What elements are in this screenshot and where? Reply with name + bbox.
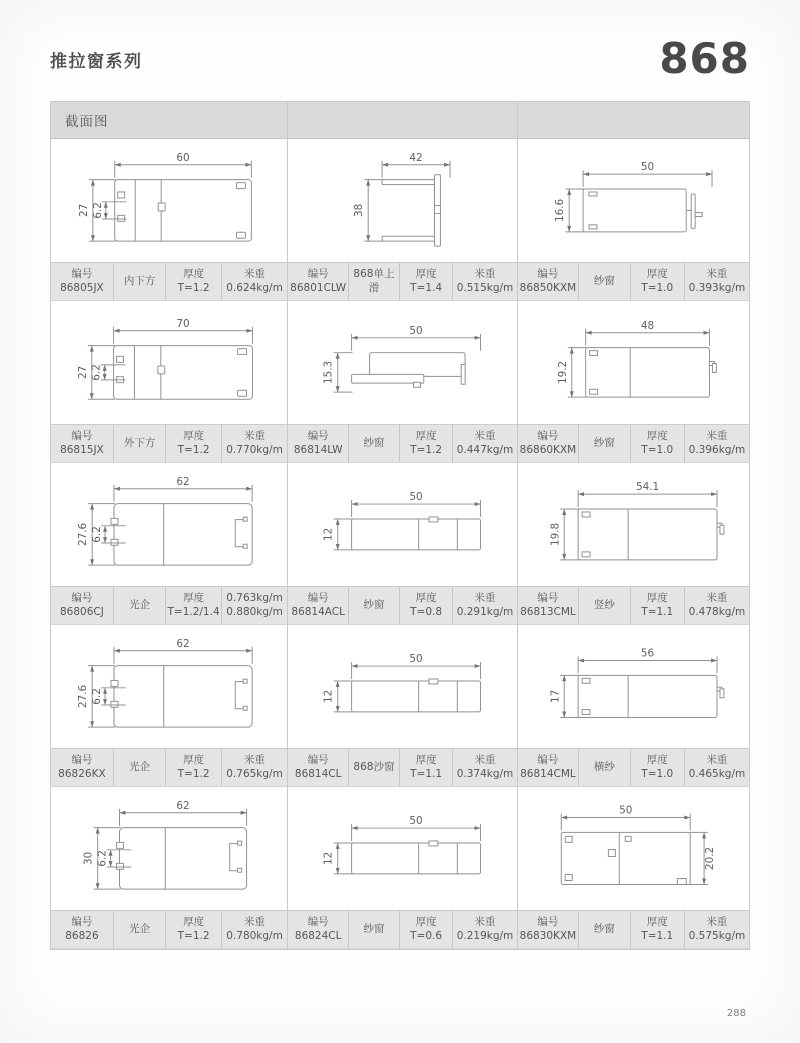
spec-cell-name	[578, 425, 629, 462]
dim-label: 19.8	[548, 522, 561, 547]
spec-text: 光企	[129, 922, 151, 935]
spec-text: 厚度	[646, 267, 668, 280]
spec-text: T=1.1	[410, 767, 443, 780]
spec-text: 编号	[71, 591, 93, 604]
spec-text: 86814LW	[293, 443, 343, 456]
spec-cell-code	[518, 425, 579, 462]
spec-text: 0.575kg/m	[688, 929, 746, 942]
dim-label: 6.2	[96, 850, 109, 867]
profile-svg	[288, 139, 516, 262]
series-number: 868	[659, 34, 750, 83]
profile-svg	[518, 787, 749, 910]
dim-label: 12	[323, 689, 336, 704]
spec-text: T=0.6	[410, 929, 443, 942]
spec-cell-code	[288, 587, 348, 624]
profile-svg	[288, 463, 516, 586]
spec-text: 86814CML	[520, 767, 576, 780]
spec-cell-code	[288, 911, 348, 948]
spec-text: 厚度	[415, 591, 437, 604]
spec-cell-weight	[684, 263, 749, 300]
profile-cell	[287, 139, 516, 301]
profile-cell	[517, 301, 749, 463]
spec-cell-code	[518, 263, 579, 300]
dim-label: 30	[82, 851, 95, 866]
profile-svg	[288, 625, 516, 748]
spec-text: 0.374kg/m	[456, 767, 514, 780]
spec-cell-weight	[221, 587, 288, 624]
spec-text: 86801CLW	[290, 281, 347, 294]
profile-cell	[287, 301, 516, 463]
dim-label: 19.2	[556, 360, 569, 385]
spec-text: 厚度	[183, 915, 205, 928]
profile-cell	[517, 625, 749, 787]
spec-cell-thickness	[165, 425, 220, 462]
spec-text: 编号	[71, 915, 93, 928]
section-header-cell: 截面图	[51, 102, 287, 139]
spec-row	[288, 586, 516, 625]
profile-drawing	[51, 625, 287, 748]
spec-text: 厚度	[415, 915, 437, 928]
spec-text: 米重	[244, 753, 266, 766]
spec-text: 编号	[307, 915, 329, 928]
spec-text: 米重	[244, 267, 266, 280]
profile-drawing	[518, 463, 749, 586]
spec-text: 868沙窗	[353, 760, 395, 773]
spec-text: 厚度	[415, 267, 437, 280]
dim-label: 42	[409, 151, 423, 164]
profile-svg	[288, 787, 516, 910]
spec-text: 米重	[474, 267, 496, 280]
spec-text: 0.447kg/m	[456, 443, 514, 456]
spec-cell-thickness	[399, 263, 453, 300]
spec-text: 编号	[537, 753, 559, 766]
spec-cell-code	[518, 749, 579, 786]
dim-label: 62	[176, 799, 190, 812]
spec-text: 纱窗	[363, 922, 385, 935]
dim-label: 12	[323, 527, 336, 542]
dim-label: 17	[548, 689, 561, 704]
spec-text: 0.291kg/m	[456, 605, 514, 618]
spec-text: 编号	[71, 267, 93, 280]
dim-label: 70	[176, 317, 190, 330]
dim-label: 6.2	[91, 202, 104, 219]
spec-text: T=1.0	[641, 281, 674, 294]
spec-text: 内下方	[123, 274, 156, 287]
spec-text: 厚度	[183, 267, 205, 280]
spec-cell-name	[348, 425, 399, 462]
profile-drawing	[51, 139, 287, 262]
dim-label: 48	[640, 319, 654, 332]
spec-text: 米重	[706, 267, 728, 280]
spec-text: 0.624kg/m	[226, 281, 283, 294]
spec-text: 米重	[244, 915, 266, 928]
dim-label: 27.6	[77, 522, 90, 547]
spec-text: 编号	[307, 267, 329, 280]
spec-cell-name	[348, 911, 399, 948]
spec-text: 0.763kg/m	[226, 591, 283, 604]
spec-cell-weight	[221, 263, 288, 300]
section-header-spacer	[517, 102, 749, 139]
profile-svg	[51, 787, 287, 910]
profile-drawing	[288, 139, 516, 262]
spec-row	[288, 910, 516, 949]
spec-text: 纱窗	[593, 436, 615, 449]
section-header-spacer	[287, 102, 516, 139]
spec-text: 米重	[244, 429, 266, 442]
spec-text: T=1.2	[177, 929, 210, 942]
spec-text: T=1.1	[641, 605, 674, 618]
spec-cell-name	[348, 587, 399, 624]
spec-cell-weight	[452, 587, 516, 624]
spec-text: 厚度	[415, 429, 437, 442]
profile-cell	[287, 625, 516, 787]
spec-cell-code	[518, 587, 579, 624]
spec-row	[51, 910, 287, 949]
profile-svg	[51, 463, 287, 586]
spec-text: 米重	[474, 591, 496, 604]
spec-text: 纱窗	[593, 922, 615, 935]
spec-text: 86813CML	[520, 605, 576, 618]
profile-cell	[517, 463, 749, 625]
spec-text: 868单上滑	[353, 267, 395, 294]
dim-label: 27.6	[77, 684, 90, 709]
spec-cell-thickness	[399, 749, 453, 786]
spec-text: 光企	[129, 760, 151, 773]
spec-cell-code	[288, 263, 348, 300]
spec-cell-code	[51, 911, 113, 948]
profile-svg	[518, 301, 749, 424]
spec-cell-code	[51, 587, 113, 624]
spec-text: 厚度	[646, 429, 668, 442]
spec-cell-thickness	[165, 749, 220, 786]
spec-text: 厚度	[183, 591, 205, 604]
spec-text: 米重	[474, 753, 496, 766]
spec-cell-thickness	[399, 587, 453, 624]
spec-cell-thickness	[630, 911, 684, 948]
spec-text: 米重	[706, 591, 728, 604]
spec-row	[518, 910, 749, 949]
spec-row	[518, 424, 749, 463]
spec-text: 米重	[474, 915, 496, 928]
spec-text: 纱窗	[363, 436, 385, 449]
spec-text: T=1.2	[177, 281, 210, 294]
dim-label: 62	[176, 637, 190, 650]
spec-cell-weight	[684, 425, 749, 462]
dim-label: 56	[640, 647, 654, 660]
spec-row	[51, 424, 287, 463]
dim-label: 27	[76, 365, 89, 380]
profile-cell	[517, 787, 749, 949]
spec-text: 编号	[307, 429, 329, 442]
profile-svg	[518, 463, 749, 586]
spec-text: 厚度	[646, 753, 668, 766]
page-number: 288	[726, 1008, 746, 1019]
spec-cell-thickness	[399, 911, 453, 948]
spec-row	[51, 586, 287, 625]
spec-text: 厚度	[183, 753, 205, 766]
spec-text: 编号	[307, 591, 329, 604]
spec-text: 纱窗	[363, 598, 385, 611]
spec-cell-name	[578, 263, 629, 300]
spec-row	[51, 262, 287, 301]
spec-text: 光企	[129, 598, 151, 611]
spec-row	[518, 586, 749, 625]
spec-cell-weight	[684, 587, 749, 624]
spec-text: 米重	[706, 753, 728, 766]
spec-text: 0.880kg/m	[226, 605, 283, 618]
spec-text: 厚度	[183, 429, 205, 442]
spec-cell-name	[113, 425, 166, 462]
profile-cell	[517, 139, 749, 301]
dim-label: 15.3	[323, 360, 336, 385]
spec-text: 0.478kg/m	[688, 605, 746, 618]
spec-text: 86814ACL	[291, 605, 345, 618]
spec-cell-name	[578, 587, 629, 624]
spec-row	[288, 748, 516, 787]
spec-text: T=1.0	[641, 443, 674, 456]
spec-text: T=1.1	[641, 929, 674, 942]
spec-text: T=1.4	[410, 281, 443, 294]
spec-cell-name	[113, 587, 166, 624]
spec-text: 86815JX	[60, 443, 104, 456]
spec-text: 86826	[65, 929, 99, 942]
spec-text: 编号	[537, 591, 559, 604]
spec-cell-thickness	[165, 911, 220, 948]
spec-text: 0.770kg/m	[226, 443, 283, 456]
spec-cell-name	[578, 749, 629, 786]
spec-cell-thickness	[399, 425, 453, 462]
spec-cell-name	[578, 911, 629, 948]
spec-text: 86814CL	[294, 767, 342, 780]
spec-text: 厚度	[415, 753, 437, 766]
spec-text: 横纱	[593, 760, 615, 773]
spec-cell-weight	[452, 425, 516, 462]
spec-cell-weight	[684, 749, 749, 786]
dim-label: 50	[409, 815, 423, 828]
spec-cell-weight	[221, 911, 288, 948]
spec-cell-name	[113, 749, 166, 786]
dim-label: 50	[409, 653, 423, 666]
spec-text: 0.393kg/m	[688, 281, 746, 294]
spec-text: 外下方	[123, 436, 156, 449]
dim-label: 20.2	[703, 846, 716, 871]
profile-drawing	[288, 301, 516, 424]
profiles-table	[50, 101, 750, 950]
spec-cell-name	[348, 263, 399, 300]
spec-text: T=1.0	[641, 767, 674, 780]
spec-text: 86850KXM	[519, 281, 577, 294]
spec-text: 86806CJ	[60, 605, 104, 618]
profile-drawing	[288, 625, 516, 748]
spec-text: 编号	[537, 429, 559, 442]
spec-text: T=1.2/1.4	[167, 605, 220, 618]
dim-label: 16.6	[553, 198, 566, 223]
dim-label: 50	[409, 491, 423, 504]
profile-cell	[51, 301, 287, 463]
spec-cell-weight	[452, 263, 516, 300]
spec-text: 米重	[706, 915, 728, 928]
dim-label: 12	[323, 851, 336, 866]
profile-cell	[51, 463, 287, 625]
spec-text: 86805JX	[60, 281, 104, 294]
profile-cell	[51, 139, 287, 301]
profile-drawing	[51, 463, 287, 586]
profile-svg	[51, 301, 287, 424]
spec-cell-code	[288, 425, 348, 462]
spec-cell-code	[288, 749, 348, 786]
profile-drawing	[518, 625, 749, 748]
spec-text: T=1.2	[177, 767, 210, 780]
spec-text: T=1.2	[410, 443, 443, 456]
spec-cell-code	[51, 425, 113, 462]
spec-text: T=1.2	[177, 443, 210, 456]
spec-text: 编号	[71, 753, 93, 766]
profile-svg	[51, 139, 287, 262]
spec-cell-weight	[452, 911, 516, 948]
profile-svg	[51, 625, 287, 748]
spec-text: 0.765kg/m	[226, 767, 283, 780]
profile-svg	[288, 301, 516, 424]
spec-cell-thickness	[630, 587, 684, 624]
spec-text: 厚度	[646, 591, 668, 604]
spec-row	[518, 748, 749, 787]
spec-text: 米重	[706, 429, 728, 442]
spec-cell-weight	[221, 749, 288, 786]
dim-label: 27	[77, 203, 90, 218]
spec-text: 竖纱	[593, 598, 615, 611]
dim-label: 38	[353, 203, 366, 218]
page-header	[50, 32, 750, 86]
profile-cell	[287, 787, 516, 949]
profile-drawing	[288, 787, 516, 910]
dim-label: 54.1	[635, 481, 659, 494]
dim-label: 6.2	[91, 688, 104, 705]
profile-drawing	[51, 787, 287, 910]
spec-text: T=0.8	[410, 605, 443, 618]
spec-row	[51, 748, 287, 787]
spec-row	[288, 424, 516, 463]
profile-drawing	[518, 787, 749, 910]
spec-row	[518, 262, 749, 301]
spec-cell-code	[518, 911, 579, 948]
profile-drawing	[51, 301, 287, 424]
profile-cell	[51, 787, 287, 949]
spec-cell-name	[113, 911, 166, 948]
spec-text: 米重	[474, 429, 496, 442]
spec-text: 0.219kg/m	[456, 929, 514, 942]
spec-cell-code	[51, 263, 113, 300]
profile-drawing	[288, 463, 516, 586]
profile-svg	[518, 625, 749, 748]
spec-cell-thickness	[165, 263, 220, 300]
series-title: 推拉窗系列	[50, 51, 143, 72]
spec-text: 编号	[537, 267, 559, 280]
spec-cell-thickness	[630, 263, 684, 300]
spec-cell-thickness	[630, 425, 684, 462]
spec-text: 厚度	[646, 915, 668, 928]
spec-cell-name	[348, 749, 399, 786]
spec-cell-name	[113, 263, 166, 300]
spec-cell-weight	[452, 749, 516, 786]
spec-cell-weight	[684, 911, 749, 948]
spec-text: 0.515kg/m	[456, 281, 514, 294]
spec-text: 0.396kg/m	[688, 443, 746, 456]
dim-label: 50	[618, 804, 633, 817]
spec-row	[288, 262, 516, 301]
profile-svg	[518, 139, 749, 262]
spec-text: 编号	[307, 753, 329, 766]
profile-cell	[287, 463, 516, 625]
dim-label: 50	[409, 324, 423, 337]
dim-label: 6.2	[91, 526, 104, 543]
spec-text: 86826KX	[58, 767, 106, 780]
spec-text: 0.780kg/m	[226, 929, 283, 942]
spec-cell-thickness	[630, 749, 684, 786]
spec-text: 纱窗	[593, 274, 615, 287]
spec-text: 编号	[71, 429, 93, 442]
dim-label: 62	[176, 475, 190, 488]
dim-label: 6.2	[90, 364, 103, 381]
dim-label: 50	[640, 161, 654, 174]
spec-cell-code	[51, 749, 113, 786]
spec-text: 86860KXM	[519, 443, 577, 456]
profile-cell	[51, 625, 287, 787]
profile-drawing	[518, 301, 749, 424]
dim-label: 60	[176, 151, 190, 164]
profile-drawing	[518, 139, 749, 262]
spec-cell-weight	[221, 425, 288, 462]
spec-text: 86824CL	[294, 929, 342, 942]
spec-cell-thickness	[165, 587, 220, 624]
spec-text: 0.465kg/m	[688, 767, 746, 780]
spec-text: 编号	[537, 915, 559, 928]
spec-text: 86830KXM	[519, 929, 577, 942]
